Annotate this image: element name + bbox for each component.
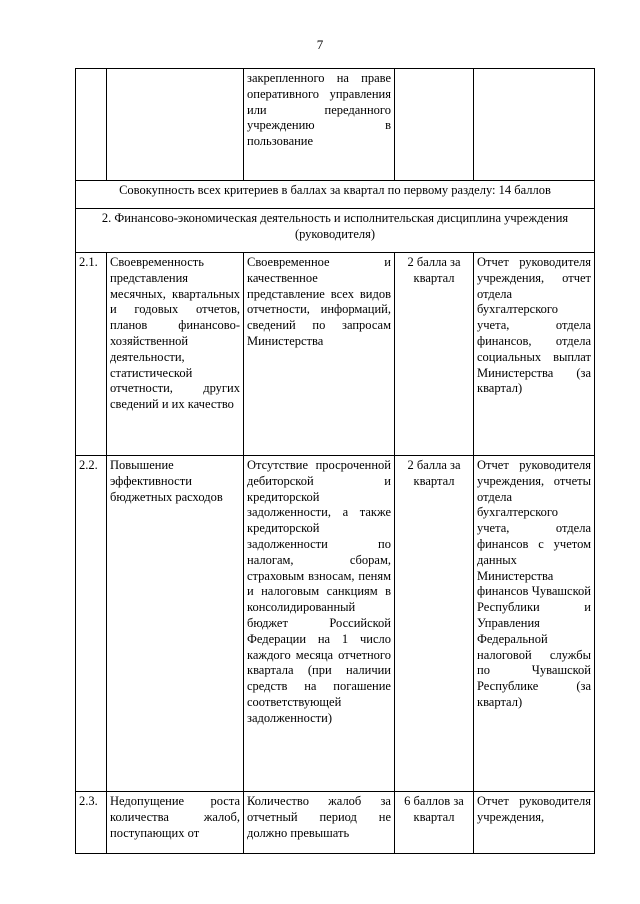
row-points: 6 баллов за квартал (395, 792, 474, 854)
row-indicator: Повышение эффективности бюджетных расходов (107, 456, 244, 792)
table-row-continuation (76, 69, 595, 181)
row-criterion: Количество жалоб за отчетный период не должно превышать (244, 792, 395, 854)
criteria-table (75, 68, 595, 854)
row-report: Отчет руководителя учреждения, (474, 792, 595, 854)
cell-num (76, 69, 107, 181)
row-number: 2.1. (76, 253, 107, 456)
section1-total: Совокупность всех критериев в баллах за квартал по первому разделу: 14 баллов (76, 181, 595, 209)
cell-report (474, 69, 595, 181)
cell-indicator (107, 69, 244, 181)
row-report: Отчет руководителя учреждения, отчет отдела бухгалтерского учета, отдела финансов, отдела социальных выплат Министерства (за квартал) (474, 253, 595, 456)
section1-total-row (76, 181, 595, 209)
section2-title: 2. Финансово-экономическая деятельность и исполнительская дисциплина учреждения (руководителя) (76, 209, 595, 253)
row-indicator: Своевременность представления месячных, квартальных и годовых отчетов, планов финансово-хозяйственной деятельности, статистической отчетности, других сведений и их качество (107, 253, 244, 456)
row-number: 2.2. (76, 456, 107, 792)
row-report: Отчет руководителя учреждения, отчеты отдела бухгалтерского учета, отдела финансов с учетом данных Министерства финансов Чувашской Республики и Управления Федеральной налоговой службы по Чувашской Республике (за квартал) (474, 456, 595, 792)
row-criterion: Отсутствие просроченной дебиторской и кредиторской задолженности, а также кредиторской задолженности по налогам, сборам, страховым взносам, пеням и налоговым санкциям в консолидированный бюджет Российской Федерации на 1 число каждого месяца отчетного квартала (при наличии средств на погашение соответствующей задолженности) (244, 456, 395, 792)
row-points: 2 балла за квартал (395, 456, 474, 792)
row-points: 2 балла за квартал (395, 253, 474, 456)
cell-criterion: закрепленного на праве оперативного управления или переданного учреждению в пользование (244, 69, 395, 181)
row-criterion: Своевременное и качественное представление всех видов отчетности, информаций, сведений по запросам Министерства (244, 253, 395, 456)
cell-points (395, 69, 474, 181)
section2-header-row (76, 209, 595, 253)
table-row (76, 253, 595, 456)
table-row (76, 456, 595, 792)
table-row (76, 792, 595, 854)
page-number: 7 (316, 37, 324, 52)
row-number: 2.3. (76, 792, 107, 854)
row-indicator: Недопущение роста количества жалоб, поступающих от (107, 792, 244, 854)
